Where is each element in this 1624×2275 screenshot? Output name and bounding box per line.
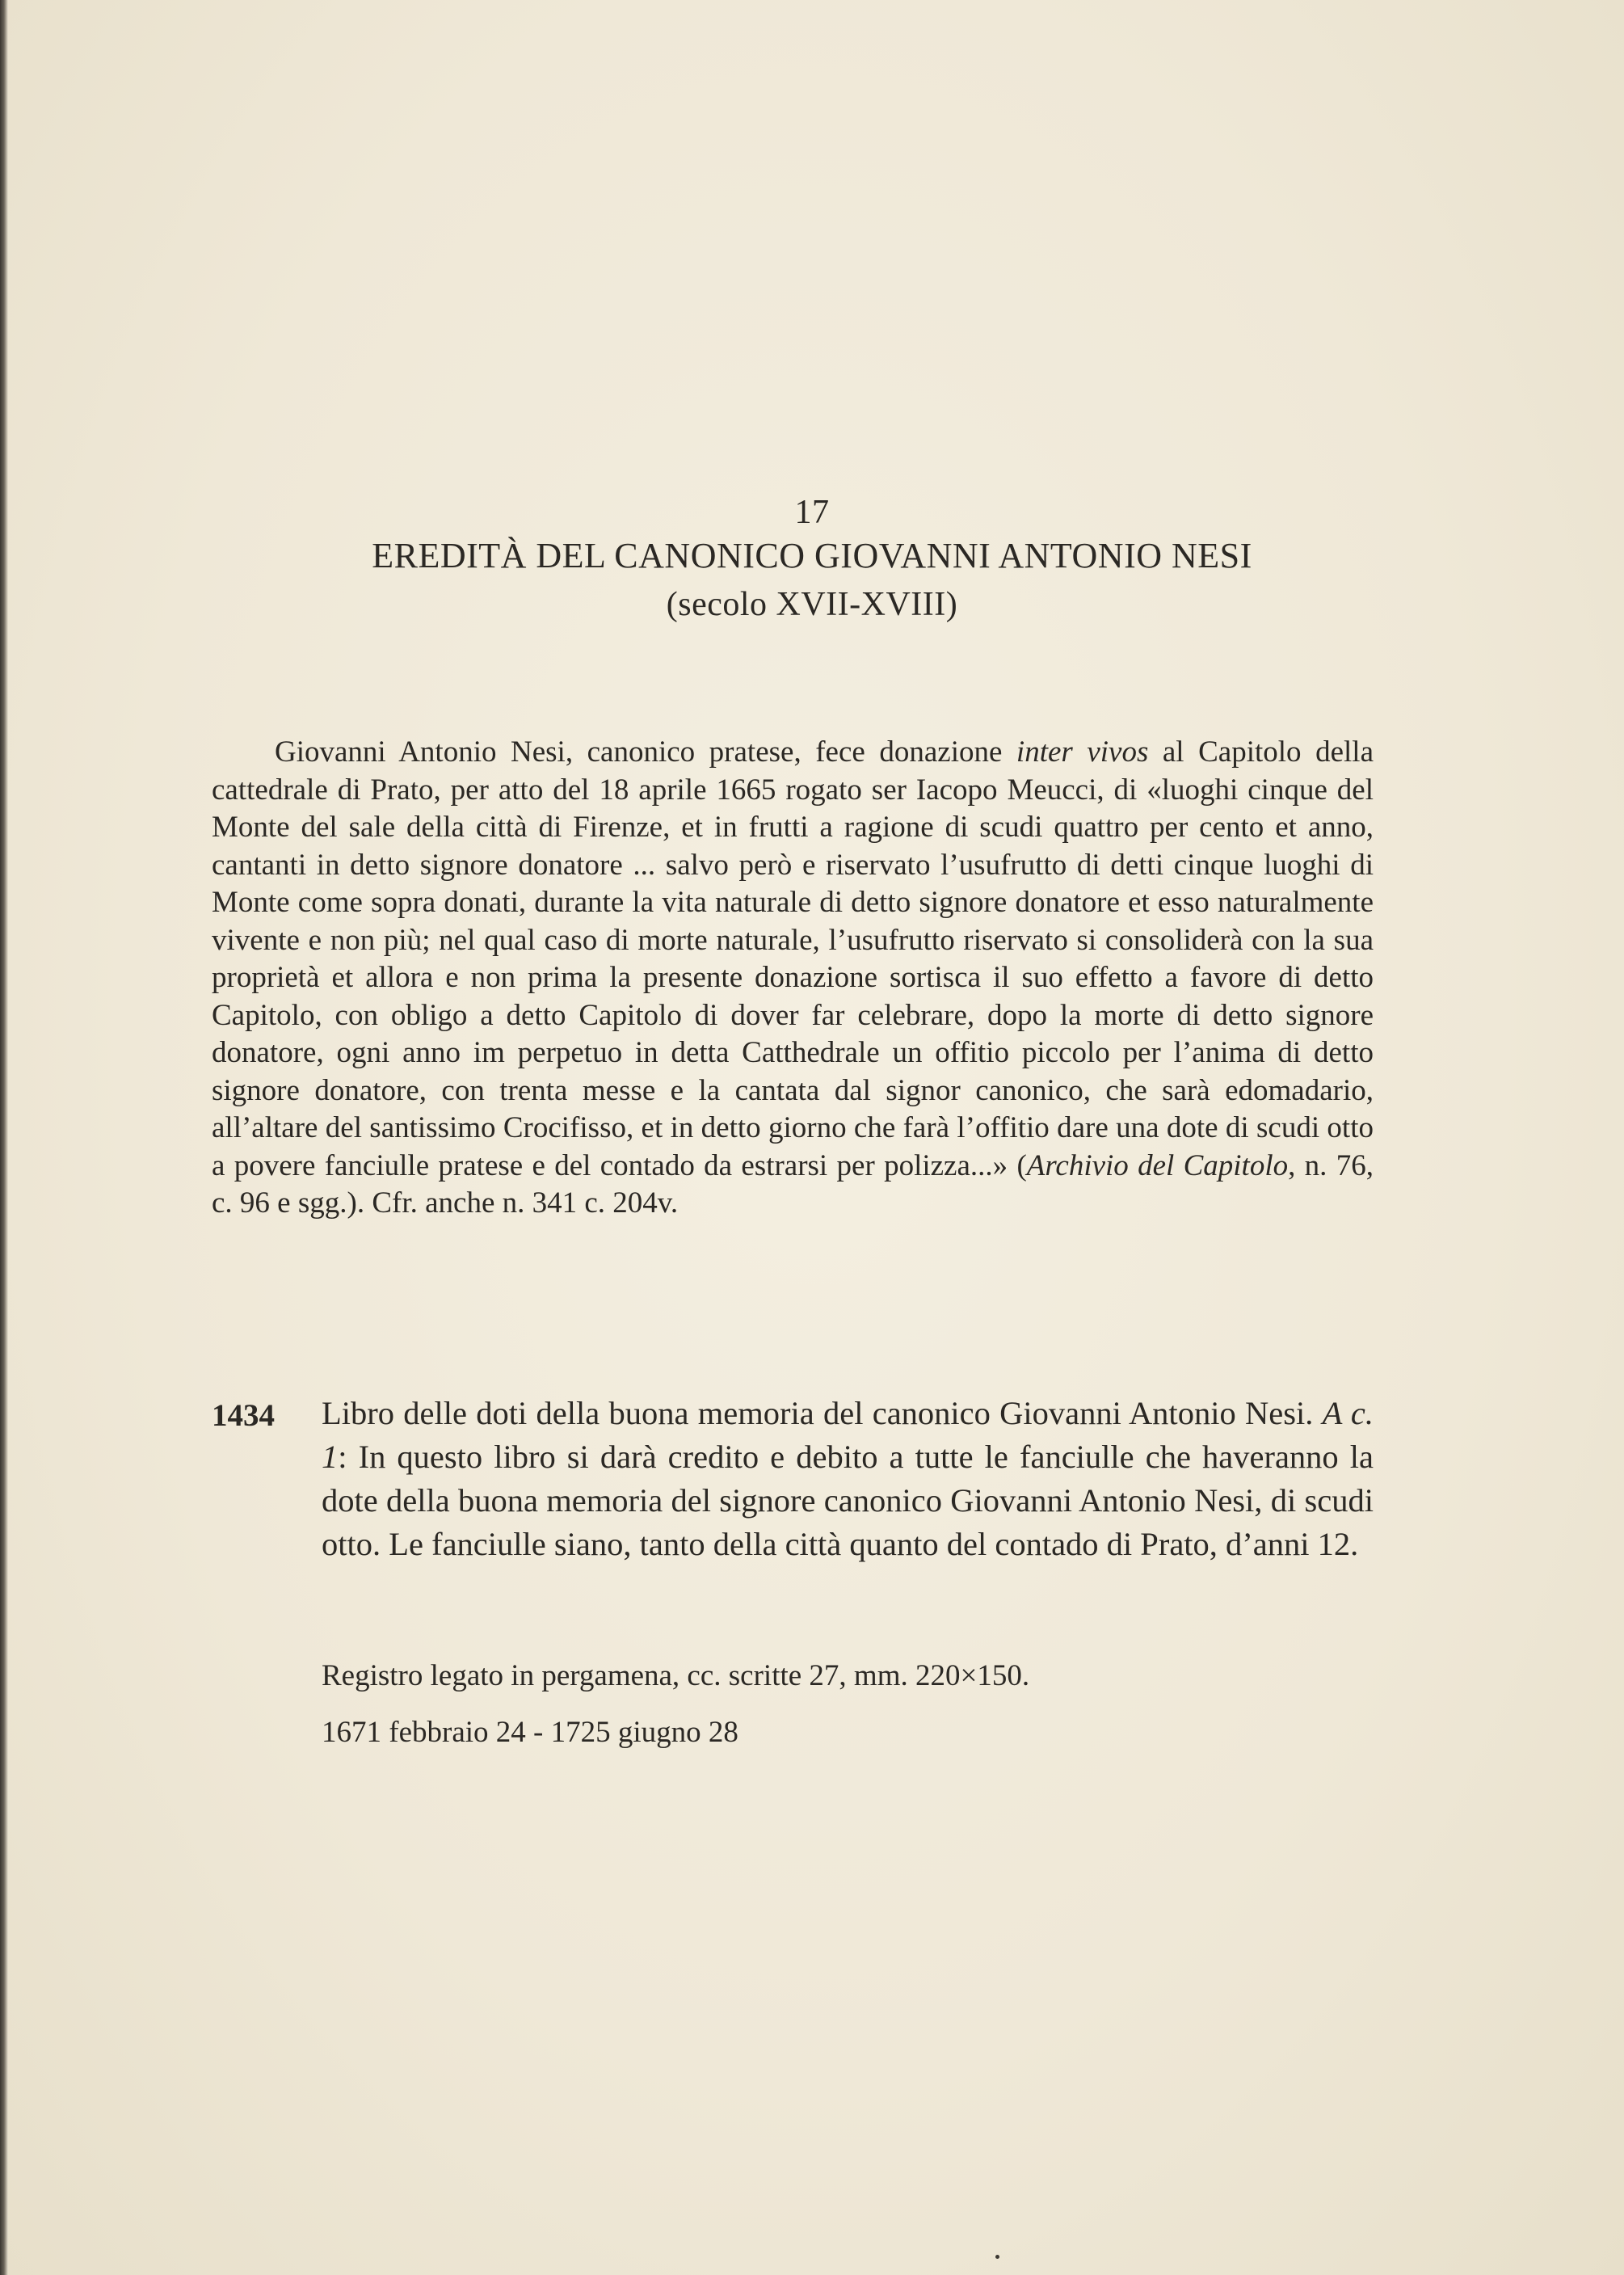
entry-desc-text-2: : In questo libro si darà credito e debito a tutte le fanciulle che haveranno la dote della buona memoria del signore canonico Giovanni Antonio Nesi, di scudi otto. Le fanciulle siano, tanto della città quanto del contado di Prato, d’anni 12. xyxy=(322,1439,1374,1562)
chapter-number: 17 xyxy=(794,494,830,531)
intro-italic-archive: Archivio del Capitolo xyxy=(1026,1148,1289,1182)
entry-dates: 1671 febbraio 24 - 1725 giugno 28 xyxy=(322,1716,738,1749)
paper-speck xyxy=(995,2255,999,2259)
entry-description xyxy=(322,1392,1374,1566)
entry-desc-italic: A c. 1 xyxy=(322,1395,1374,1475)
entry-number: 1434 xyxy=(212,1398,275,1433)
chapter-period: (secolo XVII-XVIII) xyxy=(666,586,958,623)
intro-text-2: al Capitolo della cattedrale di Prato, per atto del 18 aprile 1665 rogato ser Iacopo Meucci, di «luoghi cinque del Monte del sale della città di Firenze, et in frutti a ragione di scudi quattro per cento et anno, cantanti in detto signore donatore ... salvo però e riservato l’usufrutto di detti cinque luoghi di Monte come sopra donati, durante la vita naturale di detto signore donatore et esso naturalmente vivente e non più; nel qual caso di morte naturale, l’usufrutto riservato si consoliderà con la sua proprietà et allora e non prima la presente donazione sortisca il suo effetto a favore di detto Capitolo, con obligo a detto Capitolo di dover far celebrare, dopo la morte di detto signore donatore, ogni anno im perpetuo in detta Catthedrale un offitio piccolo per l’anima di detto signore donatore, con trenta messe e la cantata dal signor canonico, che sarà edomadario, all’altare del santissimo Crocifisso, et in detto giorno che farà l’offitio dare una dote di scudi otto a povere fanciulle pratese e del contado da estrarsi per polizza...» ( xyxy=(212,735,1374,1182)
entry-physical-description: Registro legato in pergamena, cc. scritte 27, mm. 220×150. xyxy=(322,1659,1030,1692)
intro-paragraph xyxy=(212,734,1374,1223)
chapter-title: EREDITÀ DEL CANONICO GIOVANNI ANTONIO NESI xyxy=(372,536,1252,575)
intro-text-3: , n. 76, c. 96 e sgg.). Cfr. anche n. 341 c. 204v. xyxy=(212,1148,1374,1220)
entry-desc-text-1: Libro delle doti della buona memoria del canonico Giovanni Antonio Nesi. xyxy=(322,1395,1323,1431)
intro-text-1: Giovanni Antonio Nesi, canonico pratese, fece donazione xyxy=(275,735,1016,769)
intro-italic-inter-vivos: inter vivos xyxy=(1016,735,1149,769)
page-binding-edge xyxy=(0,0,8,2275)
